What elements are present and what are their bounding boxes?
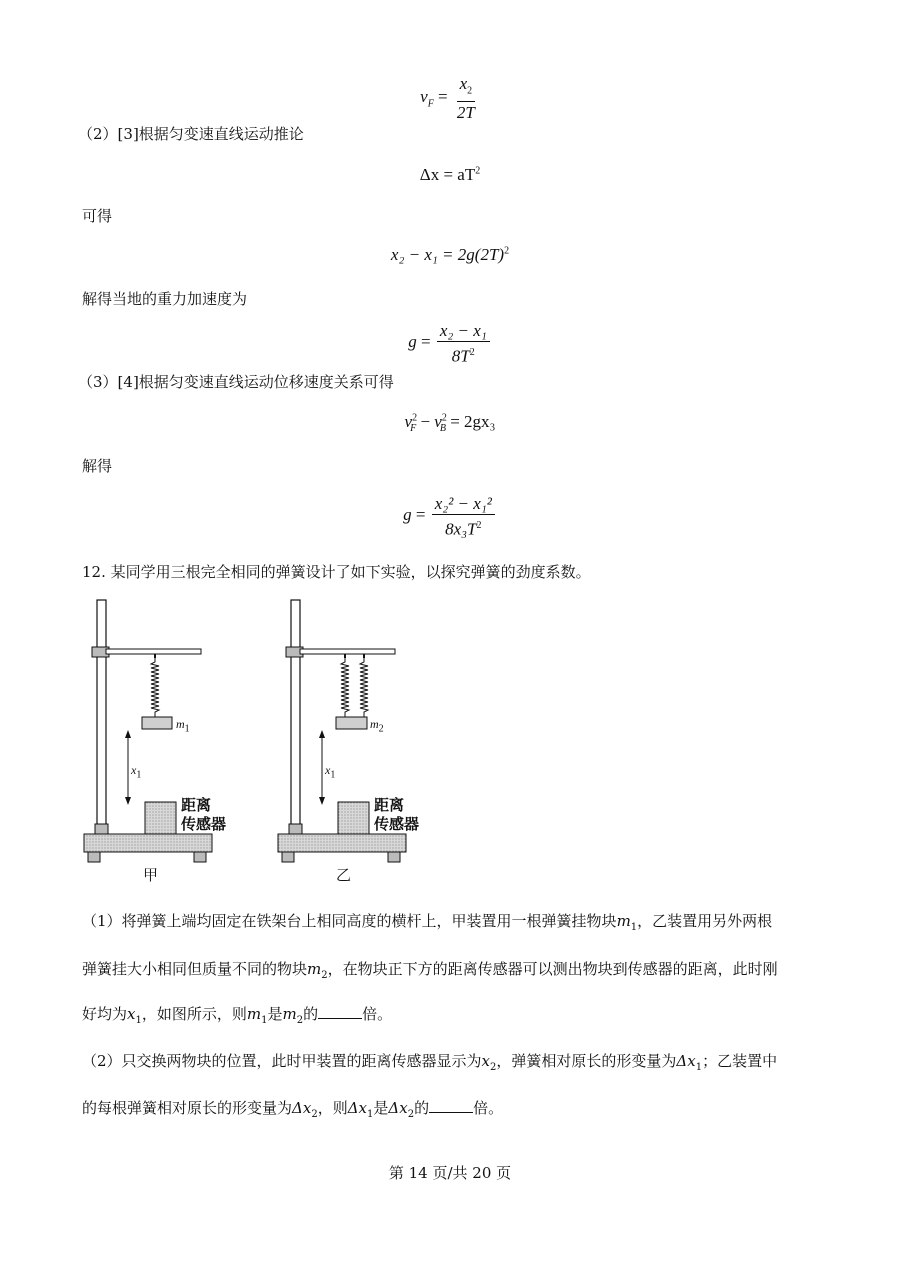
label-m1: $m_1$	[176, 717, 190, 735]
part1-line1: （1）将弹簧上端均固定在铁架台上相同高度的横杆上，甲装置用一根弹簧挂物块$m_1$，乙装置用另外两根	[82, 912, 773, 933]
answer-blank-2[interactable]	[429, 1098, 473, 1113]
part2-line1: （2）只交换两物块的位置，此时甲装置的距离传感器显示为$x_2$，弹簧相对原长的形变量为$\Delta x_1$；乙装置中	[82, 1052, 778, 1073]
label-x1-yi: $x_1$	[325, 763, 336, 781]
equation-delta-x: $\Delta x = aT^2$	[419, 165, 481, 184]
sensor-label-yi: 距离 传感器	[374, 796, 420, 833]
part2-line2: 的每根弹簧相对原长的形变量为$\Delta x_2$，则$\Delta x_1$是$\Delta x_2$的 倍。	[82, 1099, 504, 1120]
part3-intro: （3）[4]根据匀变速直线运动位移速度关系可得	[78, 373, 394, 391]
question-12-stem: 12. 某同学用三根完全相同的弹簧设计了如下实验，以探究弹簧的劲度系数。	[82, 563, 591, 581]
label-m2: $m_2$	[370, 717, 384, 735]
spring-yi-right	[360, 658, 368, 717]
mass-block-m2	[336, 717, 367, 729]
distance-sensor-jia	[145, 802, 176, 834]
caption-yi: 乙	[336, 866, 352, 884]
spring-yi-left	[341, 658, 349, 717]
equation-g1: g = $\frac{\text{x₂ − x₁}}{8T^2}$	[0, 321, 900, 366]
label-x1-jia: $x_1$	[131, 763, 142, 781]
base-jia	[84, 834, 212, 852]
equation-velocity: $v^2_F - v^2_B = 2gx_3$	[404, 412, 496, 435]
page-footer: 第 14 页/共 20 页	[388, 1164, 512, 1182]
part1-line2: 弹簧挂大小相同但质量不同的物块$m_2$，在物块正下方的距离传感器可以测出物块到传感器的距离，此时刚	[82, 960, 778, 981]
part1-line3: 好均为$x_1$，如图所示，则$m_1$是$m_2$的 倍。	[82, 1005, 393, 1026]
distance-sensor-yi	[338, 802, 369, 834]
jiede-g-text: 解得当地的重力加速度为	[82, 290, 248, 308]
equation-g2: g = $\frac{\text{x₂² − x₁²}}{8x_3T^2}$	[0, 494, 900, 539]
mass-block-m1	[142, 717, 172, 729]
spring-jia	[151, 658, 159, 717]
equation-x2-x1: $x_2 - x_1 = 2g(2T)^2$	[390, 245, 510, 264]
sensor-label-jia: 距离 传感器	[181, 796, 227, 833]
jiede-text: 解得	[82, 457, 113, 475]
base-yi	[278, 834, 406, 852]
caption-jia: 甲	[143, 866, 159, 884]
equation-vf: $v_F$ = $\frac{x_2}{2T}$	[420, 74, 475, 123]
kede-text: 可得	[82, 207, 113, 225]
experiment-figure	[80, 595, 440, 890]
answer-blank-1[interactable]	[318, 1004, 362, 1019]
part2-intro: （2）[3]根据匀变速直线运动推论	[78, 125, 304, 143]
